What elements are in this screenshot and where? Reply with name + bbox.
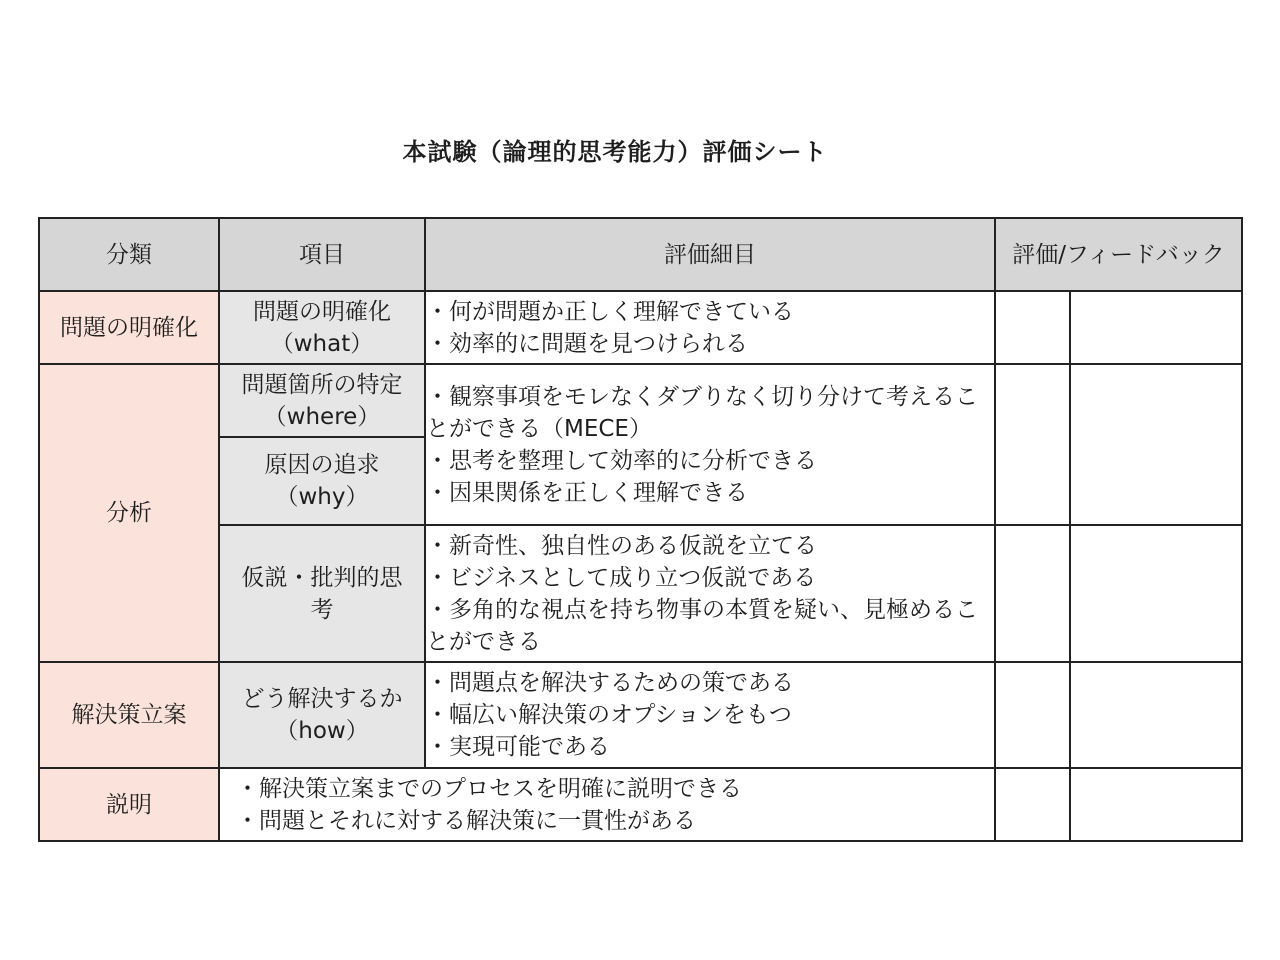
table-row-what: [39, 291, 1242, 364]
header-detail: 評価細目: [425, 218, 995, 291]
detail-line: ・問題とそれに対する解決策に一貫性がある: [236, 807, 696, 834]
detail-line: ・観察事項をモレなくダブりなく切り分けて考えることができる（MECE）: [426, 383, 978, 442]
evaluation-score-cell[interactable]: [995, 662, 1070, 768]
evaluation-score-cell[interactable]: [995, 525, 1070, 662]
category-analysis: 分析: [39, 364, 219, 662]
detail-how: [425, 662, 995, 768]
item-how-label: どう解決するか（how）: [241, 686, 403, 744]
detail-line: ・因果関係を正しく理解できる: [426, 479, 748, 506]
category-solution-planning: 解決策立案: [39, 662, 219, 768]
feedback-cell[interactable]: [1070, 768, 1242, 841]
item-what: [219, 291, 425, 364]
document-title: 本試験（論理的思考能力）評価シート: [402, 138, 828, 166]
table-row-explain: [39, 768, 1242, 841]
feedback-cell[interactable]: [1070, 525, 1242, 662]
item-hypothesis-label: 仮説・批判的思考: [241, 564, 403, 623]
evaluation-score-cell[interactable]: [995, 364, 1070, 525]
detail-line: ・思考を整理して効率的に分析できる: [426, 447, 817, 474]
header-item: 項目: [219, 218, 425, 291]
evaluation-table: [38, 217, 1243, 842]
header-row: [39, 218, 1242, 291]
detail-line: ・問題点を解決するための策である: [426, 670, 794, 696]
category-explanation: 説明: [39, 768, 219, 841]
table-row-hypothesis: [39, 525, 1242, 662]
table-row-where: [39, 364, 1242, 437]
item-where-label: 問題箇所の特定（where）: [241, 371, 403, 430]
item-where: [219, 364, 425, 437]
detail-line: ・幅広い解決策のオプションをもつ: [426, 702, 792, 728]
detail-analysis: [425, 364, 995, 525]
detail-line: ・効率的に問題を見つけられる: [426, 330, 748, 357]
category-problem-definition: 問題の明確化: [39, 291, 219, 364]
detail-line: ・ビジネスとして成り立つ仮説である: [426, 564, 817, 591]
detail-line: ・解決策立案までのプロセスを明確に説明できる: [236, 775, 742, 802]
feedback-cell[interactable]: [1070, 662, 1242, 768]
item-what-label: 問題の明確化（what）: [253, 298, 391, 357]
feedback-cell[interactable]: [1070, 291, 1242, 364]
detail-line: ・実現可能である: [426, 734, 610, 760]
detail-line: ・何が問題か正しく理解できている: [426, 298, 794, 325]
evaluation-score-cell[interactable]: [995, 768, 1070, 841]
item-hypothesis: [219, 525, 425, 662]
header-evaluation: 評価/フィードバック: [995, 218, 1242, 291]
detail-explain: [219, 768, 995, 841]
feedback-cell[interactable]: [1070, 364, 1242, 525]
detail-hypothesis: [425, 525, 995, 662]
item-how: [219, 662, 425, 768]
item-why: [219, 437, 425, 525]
detail-line: ・多角的な視点を持ち物事の本質を疑い、見極めることができる: [426, 596, 978, 655]
detail-what: [425, 291, 995, 364]
detail-line: ・新奇性、独自性のある仮説を立てる: [426, 532, 817, 559]
evaluation-score-cell[interactable]: [995, 291, 1070, 364]
item-why-label: 原因の追求（why）: [264, 452, 380, 510]
header-category: 分類: [39, 218, 219, 291]
table-row-how: [39, 662, 1242, 768]
